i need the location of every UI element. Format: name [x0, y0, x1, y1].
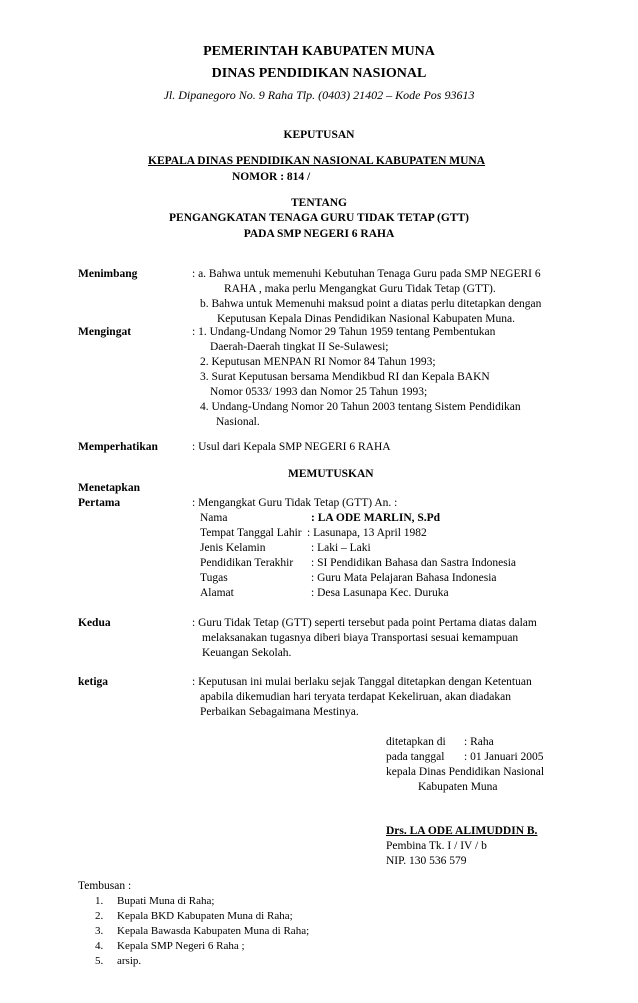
tembusan-num: 4. [95, 940, 104, 952]
tanggal-key: pada tanggal [386, 751, 445, 763]
ketiga-line: apabila dikemudian hari teryata terdapat Kekeliruan, akan diadakan [200, 691, 511, 703]
tembusan-item: arsip. [117, 955, 142, 967]
field-key: Pendidikan Terakhir [200, 557, 294, 569]
menimbang-line: : a. Bahwa untuk memenuhi Kebutuhan Tenaga Guru pada SMP NEGERI 6 [192, 268, 541, 280]
field-key: Alamat [200, 587, 234, 599]
ketiga-line: Perbaikan Sebagaimana Mestinya. [200, 706, 359, 718]
field-key: Jenis Kelamin [200, 542, 266, 554]
mengingat-line: Daerah-Daerah tingkat II Se-Sulawesi; [210, 341, 389, 353]
field-value: : Guru Mata Pelajaran Bahasa Indonesia [311, 572, 497, 584]
kedua-label: Kedua [78, 617, 111, 629]
tanggal-value: : 01 Januari 2005 [464, 751, 544, 763]
signature-position: kepala Dinas Pendidikan Nasional [386, 766, 545, 778]
tembusan-item: Kepala BKD Kabupaten Muna di Raha; [117, 910, 293, 922]
title-nomor: NOMOR : 814 / [232, 171, 311, 183]
mengingat-line: Nasional. [216, 416, 260, 428]
header-line-1: PEMERINTAH KABUPATEN MUNA [203, 44, 435, 59]
mengingat-line: 3. Surat Keputusan bersama Mendikbud RI dan Kepala BAKN [200, 371, 490, 383]
field-value: : Lasunapa, 13 April 1982 [307, 527, 427, 539]
menimbang-line: RAHA , maka perlu Mengangkat Guru Tidak Tetap (GTT). [224, 283, 496, 295]
ketiga-label: ketiga [78, 676, 109, 688]
field-key: Tempat Tanggal Lahir [200, 527, 302, 539]
tembusan-item: Kepala Bawasda Kabupaten Muna di Raha; [117, 925, 310, 937]
kedua-line: melaksanakan tugasnya diberi biaya Transportasi sesuai kemampuan [202, 632, 519, 644]
memperhatikan-label: Memperhatikan [78, 441, 158, 453]
menimbang-line: b. Bahwa untuk Memenuhi maksud point a diatas perlu ditetapkan dengan [200, 298, 542, 310]
title-subject-1: PENGANGKATAN TENAGA GURU TIDAK TETAP (GTT) [169, 212, 469, 224]
ditetapkan-value: : Raha [464, 736, 494, 748]
title-tentang: TENTANG [290, 197, 348, 209]
memutuskan-heading: MEMUTUSKAN [288, 468, 374, 480]
mengingat-line: 4. Undang-Undang Nomor 20 Tahun 2003 tentang Sistem Pendidikan [200, 401, 521, 413]
memperhatikan-text: : Usul dari Kepala SMP NEGERI 6 RAHA [192, 441, 391, 453]
ketiga-line: : Keputusan ini mulai berlaku sejak Tanggal ditetapkan dengan Ketentuan [192, 676, 532, 688]
tembusan-label: Tembusan : [78, 880, 132, 892]
mengingat-line: Nomor 0533/ 1993 dan Nomor 25 Tahun 1993; [210, 386, 428, 398]
tembusan-num: 2. [95, 910, 104, 922]
field-value: : Desa Lasunapa Kec. Duruka [311, 587, 449, 599]
title-subject-2: PADA SMP NEGERI 6 RAHA [243, 228, 395, 240]
pertama-label: Pertama [78, 497, 121, 509]
menimbang-label: Menimbang [78, 268, 138, 280]
tembusan-num: 1. [95, 895, 104, 907]
menimbang-line: Keputusan Kepala Dinas Pendidikan Nasional Kabupaten Muna. [217, 313, 515, 325]
signature-kabupaten: Kabupaten Muna [418, 781, 498, 793]
kedua-line: Keuangan Sekolah. [202, 647, 292, 659]
header-line-2: DINAS PENDIDIKAN NASIONAL [211, 66, 427, 81]
signatory-nip: NIP. 130 536 579 [386, 855, 467, 867]
tembusan-item: Bupati Muna di Raha; [117, 895, 215, 907]
header-address: Jl. Dipanegoro No. 9 Raha Tlp. (0403) 21402 – Kode Pos 93613 [163, 88, 475, 102]
field-value: : LA ODE MARLIN, S.Pd [311, 512, 441, 524]
signatory-rank: Pembina Tk. I / IV / b [386, 840, 487, 852]
title-kepala: KEPALA DINAS PENDIDIKAN NASIONAL KABUPATEN MUNA [148, 155, 486, 167]
mengingat-label: Mengingat [78, 326, 132, 338]
field-value: : SI Pendidikan Bahasa dan Sastra Indonesia [311, 557, 517, 569]
menetapkan-label: Menetapkan [78, 482, 140, 494]
pertama-intro: : Mengangkat Guru Tidak Tetap (GTT) An. : [192, 497, 398, 509]
tembusan-item: Kepala SMP Negeri 6 Raha ; [117, 940, 245, 952]
mengingat-line: 2. Keputusan MENPAN RI Nomor 84 Tahun 1993; [200, 356, 436, 368]
ditetapkan-key: ditetapkan di [386, 736, 446, 748]
title-keputusan: KEPUTUSAN [283, 129, 355, 141]
signatory-name: Drs. LA ODE ALIMUDDIN B. [386, 825, 538, 837]
field-key: Nama [200, 512, 228, 524]
tembusan-num: 3. [95, 925, 104, 937]
kedua-line: : Guru Tidak Tetap (GTT) seperti tersebut pada point Pertama diatas dalam [192, 617, 537, 629]
field-key: Tugas [200, 572, 228, 584]
tembusan-num: 5. [95, 955, 104, 967]
mengingat-line: : 1. Undang-Undang Nomor 29 Tahun 1959 tentang Pembentukan [192, 326, 496, 338]
field-value: : Laki – Laki [311, 542, 371, 554]
